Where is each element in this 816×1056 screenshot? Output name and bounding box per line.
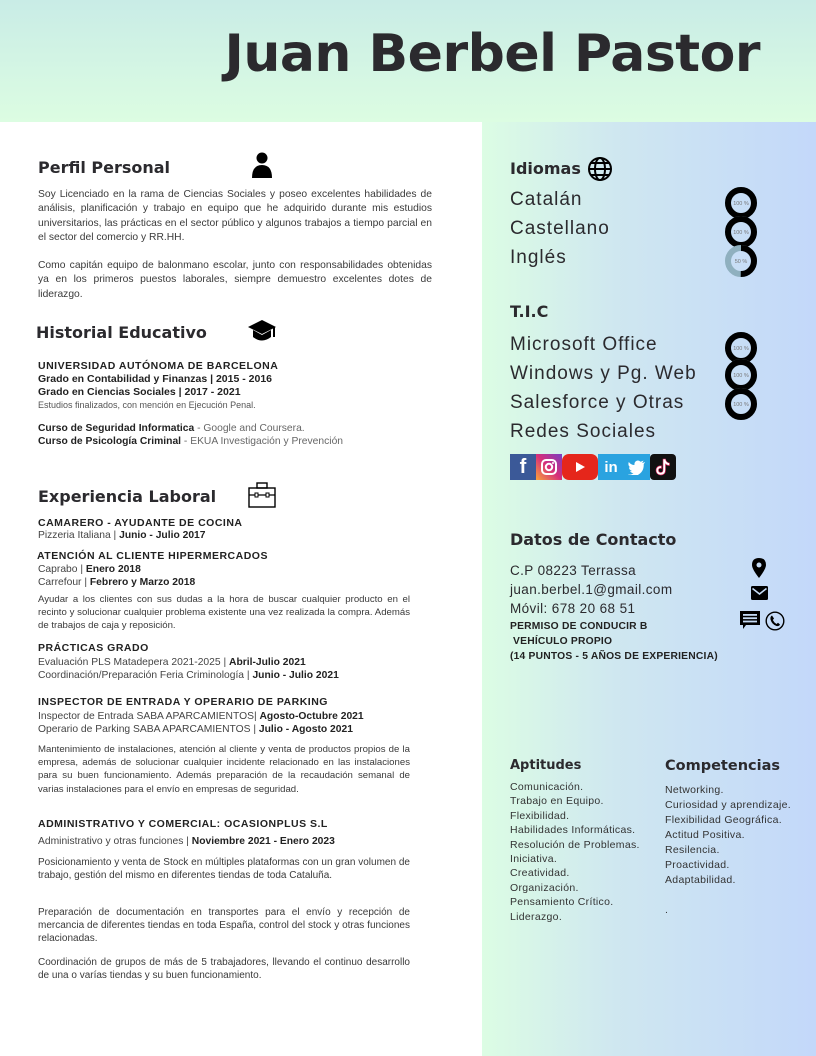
job-date: Febrero y Marzo 2018 (89, 577, 196, 588)
job-description: Mantenimiento de instalaciones, atención al cliente y venta de productos propios de la empresa, además de solucionar cualquier incidente relacionado en las instalaciones para su buen funcionamiento. Además preparación de la recaudación semanal de varias instalaciones para el envío en empresas de seguridad. (38, 744, 410, 795)
ring-label: 100 % (733, 346, 749, 352)
aptitude-item: Organización. (510, 881, 579, 894)
tic-level-ring (724, 387, 758, 421)
job-line (38, 530, 206, 541)
contact-location: C.P 08223 Terrassa (510, 563, 637, 578)
job-place: Administrativo y otras funciones | (38, 836, 192, 847)
tic-title: T.I.C (510, 302, 549, 321)
ring-label: 100 % (733, 230, 749, 236)
job-place: Inspector de Entrada SABA APARCAMIENTOS| (38, 711, 260, 722)
competencia-item: Flexibilidad Geográfica. (665, 814, 782, 826)
twitter-icon[interactable] (624, 454, 650, 480)
job-place: Operario de Parking SABA APARCAMIENTOS | (38, 724, 259, 735)
job-title: INSPECTOR DE ENTRADA Y OPERARIO DE PARKING (38, 696, 328, 708)
aptitude-item: Creatividad. (510, 867, 570, 880)
degree-1: Grado en Contabilidad y Finanzas | 2015 - 2016 (38, 373, 273, 385)
license-line: PERMISO DE CONDUCIR B (510, 621, 648, 632)
job-date: Noviembre 2021 - Enero 2023 (191, 836, 335, 847)
job-date: Junio - Julio 2021 (252, 670, 339, 681)
job-date: Julio - Agosto 2021 (258, 724, 353, 735)
job-date: Junio - Julio 2017 (119, 530, 206, 541)
ring-label: 50 % (734, 259, 748, 265)
job-title: CAMARERO - AYUDANTE DE COCINA (38, 517, 243, 529)
license-line: VEHÍCULO PROPIO (510, 636, 613, 647)
graduation-cap-icon (247, 319, 277, 344)
aptitude-item: Flexibilidad. (510, 809, 570, 822)
ring-label: 100 % (733, 402, 749, 408)
course-provider: - Google and Coursera. (194, 423, 305, 434)
profile-paragraph-2: Como capitán equipo de balonmano escolar, junto con responsabilidades obtenidas ya en los primeros puestos laborales, siempre demuestro excelentes dotes de liderazgo. (38, 260, 432, 300)
phone-icon (765, 611, 785, 631)
competencia-item: Actitud Positiva. (665, 829, 745, 841)
header-banner (0, 0, 816, 122)
competencia-item: Networking. (665, 784, 724, 796)
job-line (38, 711, 364, 722)
message-icon (740, 611, 760, 630)
languages-title: Idiomas (510, 159, 581, 178)
university-name: UNIVERSIDAD AUTÓNOMA DE BARCELONA (38, 360, 279, 372)
aptitudes-title: Aptitudes (510, 758, 582, 773)
job-description: Preparación de documentación en transportes para el envío y recepción de mercancia de diferentes tiendas en toda España, control del stock y otras funciones relacionadas. (38, 907, 410, 945)
job-title: ADMINISTRATIVO Y COMERCIAL: OCASIONPLUS S.L (38, 818, 328, 830)
contact-email[interactable]: juan.berbel.1@gmail.com (510, 582, 673, 597)
language-name: Inglés (510, 247, 567, 268)
contact-title: Datos de Contacto (510, 530, 677, 549)
aptitude-item: Pensamiento Crítico. (510, 896, 614, 909)
job-line (38, 577, 195, 588)
competencia-item: Resilencia. (665, 844, 720, 856)
license-line: (14 PUNTOS - 5 AÑOS DE EXPERIENCIA) (510, 651, 718, 662)
job-line (38, 670, 339, 681)
job-place: Caprabo | (38, 564, 86, 575)
aptitudes-list (510, 780, 640, 924)
aptitude-item: Comunicación. (510, 781, 584, 793)
ring-label: 100 % (733, 373, 749, 379)
job-place: Carrefour | (38, 577, 90, 588)
course-1 (38, 423, 305, 434)
degree-note: Estudios finalizados, con mención en Ejecución Penal. (38, 400, 256, 410)
youtube-icon[interactable] (562, 454, 598, 480)
competencias-title: Competencias (665, 758, 780, 774)
aptitude-item: Resolución de Problemas. (510, 838, 640, 851)
ring-label: 100 % (733, 201, 749, 207)
profile-title: Perfil Personal (38, 158, 171, 177)
competencia-item: Proactividad. (665, 859, 730, 871)
social-icons (510, 454, 676, 480)
tic-extra: Redes Sociales (510, 421, 657, 442)
job-place: Pizzeria Italiana | (38, 530, 120, 541)
job-line (38, 836, 335, 847)
language-name: Catalán (510, 189, 583, 210)
tic-skill-name: Microsoft Office (510, 334, 658, 355)
degree-2: Grado en Ciencias Sociales | 2017 - 2021 (38, 386, 241, 398)
competencia-item: Adaptabilidad. (665, 874, 736, 886)
job-description: Coordinación de grupos de más de 5 trabajadores, llevando el continuo desarrollo de una o varías tiendas y su buen funcionamiento. (38, 957, 410, 982)
aptitude-item: Habilidades Informáticas. (510, 824, 636, 837)
course-provider: - EKUA Investigación y Prevención (181, 436, 344, 447)
competencias-list (665, 783, 791, 918)
job-title: ATENCIÓN AL CLIENTE HIPERMERCADOS (37, 550, 268, 562)
person-icon (251, 152, 273, 178)
aptitude-item: Trabajo en Equipo. (510, 795, 604, 808)
location-pin-icon (752, 558, 766, 578)
job-date: Abril-Julio 2021 (229, 657, 306, 668)
briefcase-icon (248, 482, 276, 508)
competencia-item (665, 888, 791, 903)
education-title: Historial Educativo (36, 323, 207, 342)
tiktok-icon[interactable] (650, 454, 676, 480)
job-date: Enero 2018 (85, 564, 141, 575)
job-description: Posicionamiento y venta de Stock en múltiples plataformas con un gran volumen de trabajo, gestión del mismo en diferentes tiendas de toda Cataluña. (38, 857, 410, 882)
language-level-ring (724, 244, 758, 278)
tic-skill-name: Windows y Pg. Web (510, 363, 697, 384)
job-description: Ayudar a los clientes con sus dudas a la hora de buscar cualquier producto en el recinto y solucionar cualquier problema existente una vez realizada la compra. Además de trabajos de caja y reposición. (38, 594, 410, 632)
tic-skill-name: Salesforce y Otras (510, 392, 685, 413)
job-title: PRÁCTICAS GRADO (38, 642, 149, 654)
contact-phone[interactable]: Móvil: 678 20 68 51 (510, 601, 636, 616)
job-line (38, 564, 141, 575)
language-name: Castellano (510, 218, 610, 239)
globe-icon (587, 156, 613, 182)
aptitude-item: Liderazgo. (510, 910, 563, 923)
job-line (38, 657, 306, 668)
course-name: Curso de Psicología Criminal (38, 436, 182, 447)
instagram-icon[interactable] (536, 454, 562, 480)
aptitude-item: Iniciativa. (510, 853, 558, 866)
job-place: Evaluación PLS Matadepera 2021-2025 | (38, 657, 230, 668)
competencia-item: Curiosidad y aprendizaje. (665, 799, 791, 811)
candidate-name: Juan Berbel Pastor (224, 24, 760, 84)
experience-title: Experiencia Laboral (38, 487, 217, 506)
profile-paragraph-1: Soy Licenciado en la rama de Ciencias Sociales y poseo excelentes habilidades de análisis, planificación y trabajo en equipo que he adquirido durante mis estudios universitarios, las prácticas en el sector público y algunos trabajos a tiempo parcial en el sector del comercio y RR.HH. (38, 189, 432, 243)
envelope-icon (751, 586, 768, 600)
job-place: Coordinación/Preparación Feria Criminología | (38, 670, 253, 681)
job-date: Agosto-Octubre 2021 (259, 711, 364, 722)
course-2 (38, 436, 343, 447)
competencia-item: . (665, 904, 669, 916)
job-line (38, 724, 353, 735)
linkedin-icon[interactable]: in (598, 454, 624, 480)
course-name: Curso de Seguridad Informatica (38, 423, 195, 434)
facebook-icon[interactable]: f (510, 454, 536, 480)
